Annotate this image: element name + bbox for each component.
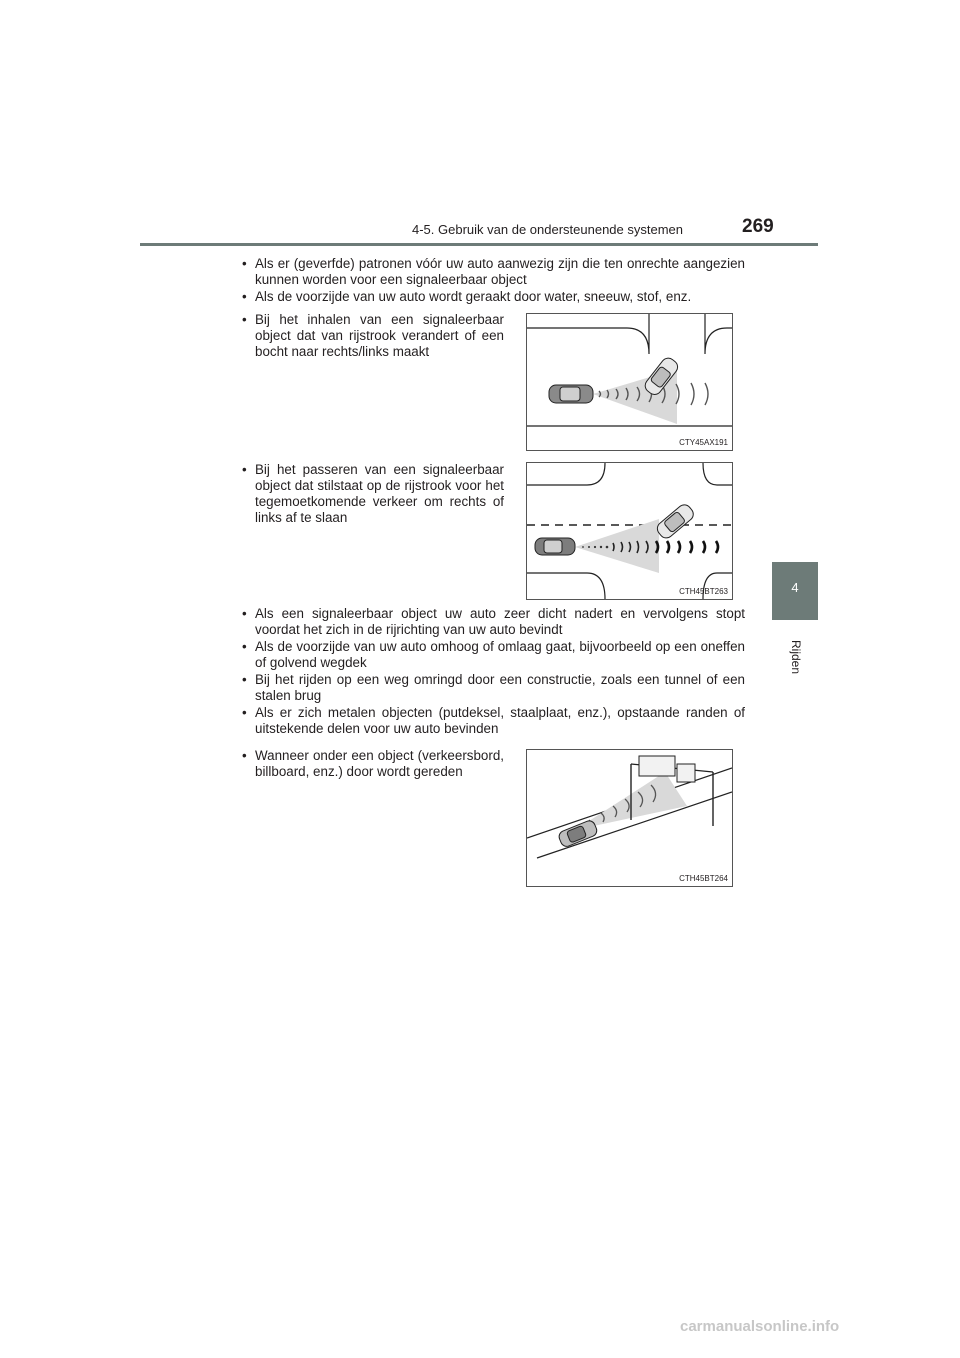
figure-passing xyxy=(526,462,733,600)
list-item: • Als de voorzijde van uw auto omhoog of omlaag gaat, bijvoorbeeld op een oneffen of golvend wegdek xyxy=(242,639,745,671)
list-item: • Als er zich metalen objecten (putdeksel, staalplaat, enz.), opstaande randen of uitstekende delen voor uw auto bevinden xyxy=(242,705,745,737)
bullet-list-top xyxy=(242,256,745,306)
list-item: • Bij het inhalen van een signaleerbaar object dat van rijstrook verandert of een bocht naar rechts/links maakt xyxy=(242,312,504,360)
header-divider xyxy=(140,243,818,246)
page-number: 269 xyxy=(742,216,774,237)
figure-item-3-text xyxy=(242,748,504,781)
figure-code: CTY45AX191 xyxy=(679,438,728,447)
list-item: • Als er (geverfde) patronen vóór uw auto aanwezig zijn die ten onrechte aangezien kunnen worden voor een signaleerbaar object xyxy=(242,256,745,288)
overtaking-illustration xyxy=(527,314,732,450)
figure-overtaking xyxy=(526,313,733,451)
figure-code: CTH45BT264 xyxy=(679,874,728,883)
section-title: 4-5. Gebruik van de ondersteunende systemen xyxy=(412,222,684,237)
list-item: • Wanneer onder een object (verkeersbord, billboard, enz.) door wordt gereden xyxy=(242,748,504,780)
figure-item-1-text xyxy=(242,312,504,361)
list-item: • Bij het passeren van een signaleerbaar object dat stilstaat op de rijstrook voor het tegemoetkomende verkeer om rechts of links af te slaan xyxy=(242,462,504,526)
chapter-label: Rijden xyxy=(789,639,803,675)
list-item: • Als een signaleerbaar object uw auto zeer dicht nadert en vervolgens stopt voordat het zich in de rijrichting van uw auto bevindt xyxy=(242,606,745,638)
list-item: • Bij het rijden op een weg omringd door een constructie, zoals een tunnel of een stalen brug xyxy=(242,672,745,704)
chapter-number: 4 xyxy=(791,580,799,595)
chapter-tab xyxy=(772,562,818,620)
page-header xyxy=(0,0,960,250)
figure-sign xyxy=(526,749,733,887)
chapter-label-container xyxy=(778,628,814,688)
figure-code: CTH45BT263 xyxy=(679,587,728,596)
watermark: carmanualsonline.info xyxy=(680,1318,840,1335)
sign-illustration xyxy=(527,750,732,886)
list-item: • Als de voorzijde van uw auto wordt geraakt door water, sneeuw, stof, enz. xyxy=(242,289,745,305)
bullet-list-middle xyxy=(242,606,745,738)
figure-item-2-text xyxy=(242,462,504,527)
passing-illustration xyxy=(527,463,732,599)
